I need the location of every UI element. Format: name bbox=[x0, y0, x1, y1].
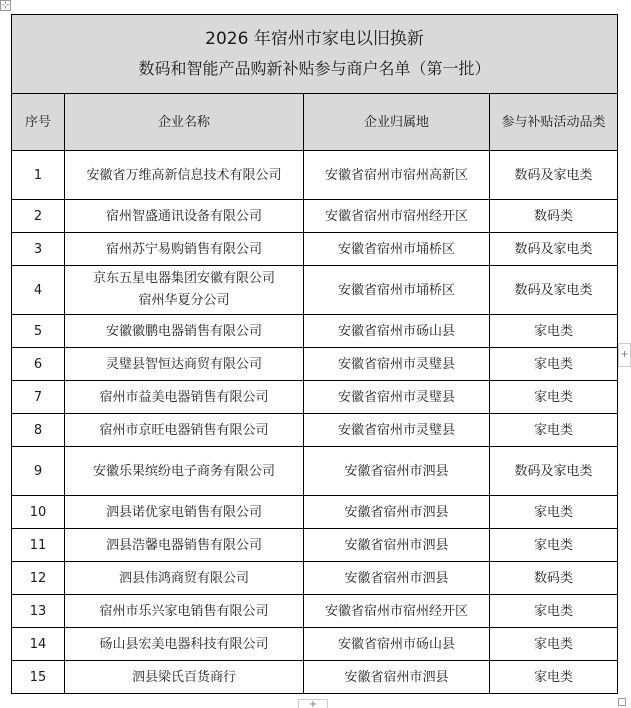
cell-location: 安徽省宿州市灵璧县 bbox=[304, 348, 490, 381]
cell-location: 安徽省宿州市灵璧县 bbox=[304, 414, 490, 447]
cell-category: 数码及家电类 bbox=[490, 233, 618, 266]
cell-number: 15 bbox=[12, 661, 65, 694]
cell-company-name: 安徽徽鹏电器销售有限公司 bbox=[65, 315, 304, 348]
cell-number: 12 bbox=[12, 562, 65, 595]
cell-category: 家电类 bbox=[490, 628, 618, 661]
cell-location: 安徽省宿州市埇桥区 bbox=[304, 266, 490, 315]
title-line-1: 2026 年宿州市家电以旧换新 bbox=[205, 29, 424, 49]
cell-number: 9 bbox=[12, 447, 65, 496]
cell-location: 安徽省宿州市埇桥区 bbox=[304, 233, 490, 266]
header-company-name: 企业名称 bbox=[65, 94, 304, 151]
table-row bbox=[12, 628, 618, 661]
table-row bbox=[12, 496, 618, 529]
cell-number: 3 bbox=[12, 233, 65, 266]
cell-company-name: 宿州市益美电器销售有限公司 bbox=[65, 381, 304, 414]
table-row bbox=[12, 266, 618, 315]
cell-category: 家电类 bbox=[490, 315, 618, 348]
cell-company-name: 泗县伟鸿商贸有限公司 bbox=[65, 562, 304, 595]
cell-category: 数码及家电类 bbox=[490, 447, 618, 496]
table-row bbox=[12, 233, 618, 266]
cell-category: 家电类 bbox=[490, 529, 618, 562]
table-row bbox=[12, 315, 618, 348]
header-location: 企业归属地 bbox=[304, 94, 490, 151]
table-row bbox=[12, 151, 618, 200]
cell-number: 7 bbox=[12, 381, 65, 414]
title-line-2: 数码和智能产品购新补贴参与商户名单（第一批） bbox=[138, 59, 491, 78]
add-column-icon[interactable]: + bbox=[618, 343, 631, 367]
cell-location: 安徽省宿州市泗县 bbox=[304, 661, 490, 694]
cell-number: 4 bbox=[12, 266, 65, 315]
table-row bbox=[12, 447, 618, 496]
cell-number: 8 bbox=[12, 414, 65, 447]
cell-category: 家电类 bbox=[490, 381, 618, 414]
cell-company-name: 灵璧县智恒达商贸有限公司 bbox=[65, 348, 304, 381]
cell-location: 安徽省宿州市泗县 bbox=[304, 529, 490, 562]
cell-number: 5 bbox=[12, 315, 65, 348]
cell-company-name bbox=[65, 266, 304, 315]
header-number: 序号 bbox=[12, 94, 65, 151]
cell-company-name: 砀山县宏美电器科技有限公司 bbox=[65, 628, 304, 661]
cell-company-name: 泗县浩馨电器销售有限公司 bbox=[65, 529, 304, 562]
cell-location: 安徽省宿州市泗县 bbox=[304, 562, 490, 595]
cell-company-name: 宿州市京旺电器销售有限公司 bbox=[65, 414, 304, 447]
cell-category: 数码及家电类 bbox=[490, 151, 618, 200]
cell-company-name: 宿州市乐兴家电销售有限公司 bbox=[65, 595, 304, 628]
cell-company-name: 安徽乐果缤纷电子商务有限公司 bbox=[65, 447, 304, 496]
cell-category: 家电类 bbox=[490, 496, 618, 529]
table-row bbox=[12, 348, 618, 381]
table-row bbox=[12, 381, 618, 414]
table-row bbox=[12, 200, 618, 233]
cell-company-name: 宿州苏宁易购销售有限公司 bbox=[65, 233, 304, 266]
cell-company-name: 泗县诺优家电销售有限公司 bbox=[65, 496, 304, 529]
table-row bbox=[12, 529, 618, 562]
cell-category: 数码类 bbox=[490, 562, 618, 595]
table-row bbox=[12, 595, 618, 628]
cell-number: 14 bbox=[12, 628, 65, 661]
cell-company-name: 安徽省万维高新信息技术有限公司 bbox=[65, 151, 304, 200]
cell-category: 数码及家电类 bbox=[490, 266, 618, 315]
company-name-line-2: 宿州华夏分公司 bbox=[138, 293, 230, 308]
cell-number: 1 bbox=[12, 151, 65, 200]
table-title bbox=[12, 15, 618, 94]
cell-category: 家电类 bbox=[490, 348, 618, 381]
table-row bbox=[12, 661, 618, 694]
company-name-line-1: 京东五星电器集团安徽有限公司 bbox=[92, 271, 275, 286]
header-category: 参与补贴活动品类 bbox=[490, 94, 618, 151]
cell-number: 2 bbox=[12, 200, 65, 233]
cell-location: 安徽省宿州市宿州经开区 bbox=[304, 200, 490, 233]
cell-company-name: 泗县梁氏百货商行 bbox=[65, 661, 304, 694]
cell-location: 安徽省宿州市泗县 bbox=[304, 447, 490, 496]
cell-location: 安徽省宿州市宿州高新区 bbox=[304, 151, 490, 200]
table-row bbox=[12, 414, 618, 447]
cell-location: 安徽省宿州市砀山县 bbox=[304, 628, 490, 661]
cell-location: 安徽省宿州市宿州经开区 bbox=[304, 595, 490, 628]
cell-category: 家电类 bbox=[490, 414, 618, 447]
cell-location: 安徽省宿州市灵璧县 bbox=[304, 381, 490, 414]
table-resize-handle-icon[interactable] bbox=[618, 698, 626, 706]
cell-location: 安徽省宿州市砀山县 bbox=[304, 315, 490, 348]
table-row bbox=[12, 562, 618, 595]
header-row bbox=[12, 94, 618, 151]
cell-category: 家电类 bbox=[490, 661, 618, 694]
cell-category: 家电类 bbox=[490, 595, 618, 628]
cell-number: 13 bbox=[12, 595, 65, 628]
cell-number: 11 bbox=[12, 529, 65, 562]
cell-number: 6 bbox=[12, 348, 65, 381]
cell-location: 安徽省宿州市泗县 bbox=[304, 496, 490, 529]
cell-company-name: 宿州智盛通讯设备有限公司 bbox=[65, 200, 304, 233]
table-move-handle-icon[interactable]: ⊹ bbox=[1, 0, 10, 11]
cell-category: 数码类 bbox=[490, 200, 618, 233]
cell-number: 10 bbox=[12, 496, 65, 529]
add-row-icon[interactable]: + bbox=[298, 699, 328, 708]
merchant-list-table bbox=[11, 14, 618, 694]
